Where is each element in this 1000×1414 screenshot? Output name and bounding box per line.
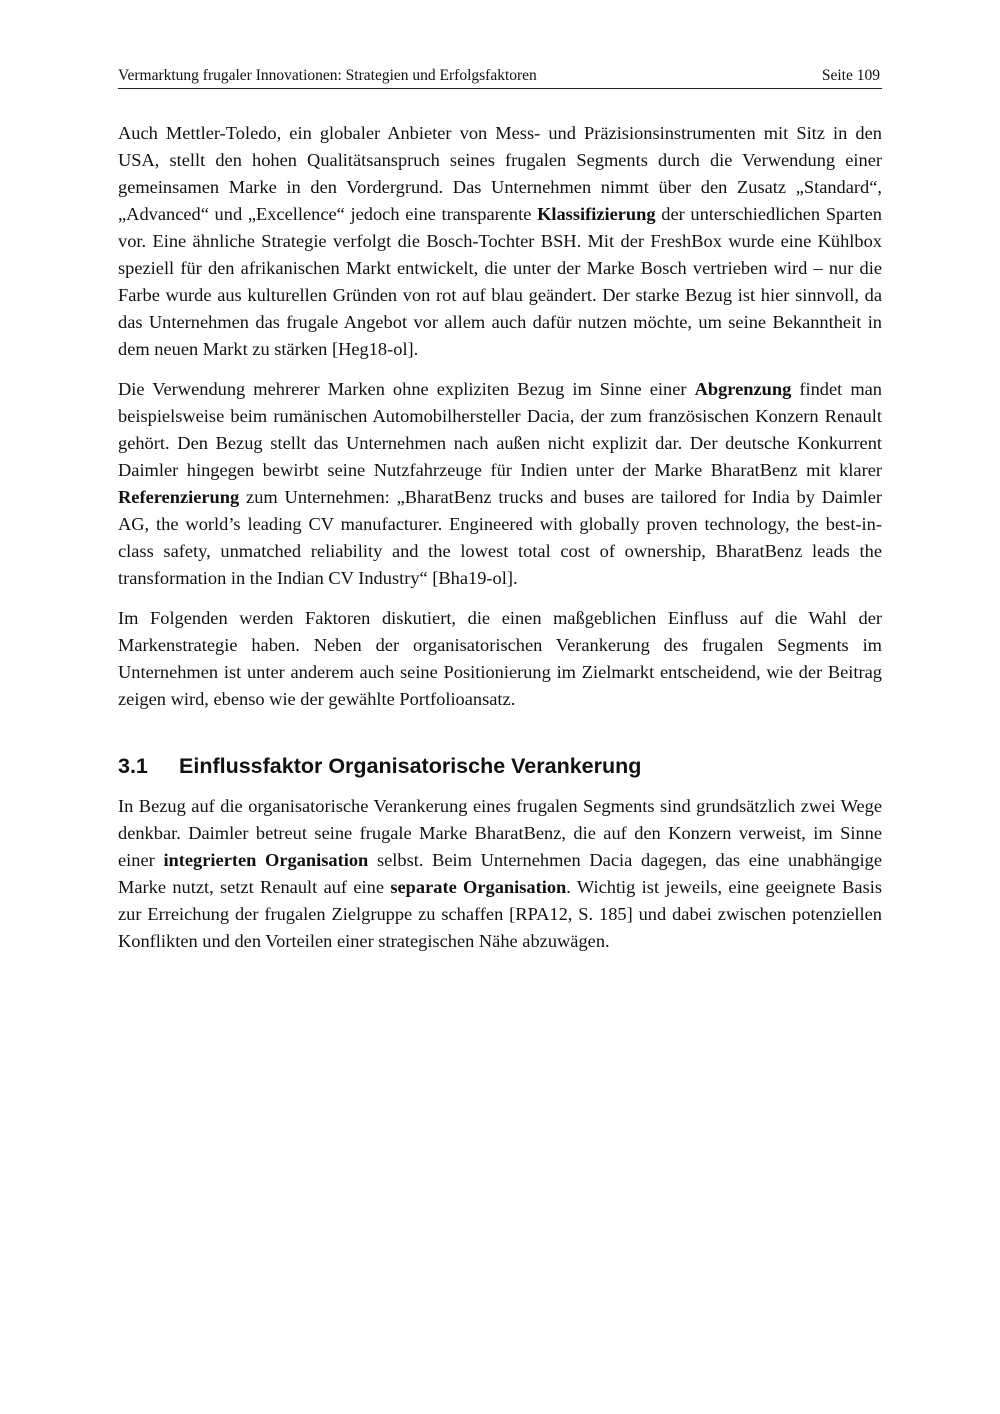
emphasis-term: integrierten Organisation: [163, 850, 369, 870]
paragraph-faktoren: [118, 605, 882, 713]
paragraph-text: Auch Mettler-Toledo, ein globaler Anbieter von Mess- und Präzisionsinstrumenten mit Sitz in den USA, stellt den hohen Qualitätsanspruch seines frugalen Segments durch die Verwendung einer gemeinsamen Marke in den Vordergrund. Das Unternehmen nimmt über den Zusatz „Standard“, „Advanced“ und „Excellence“ jedoch eine transparente: [118, 123, 882, 224]
section-heading: [118, 751, 882, 781]
page-header: [118, 66, 882, 89]
paragraph-text: Im Folgenden werden Faktoren diskutiert, die einen maßgeblichen Einfluss auf die Wahl der Markenstrategie haben. Neben der organisatorischen Verankerung des frugalen Segments im Unternehmen ist unter anderem auch seine Positionierung im Zielmarkt entscheidend, wie der Beitrag zeigen wird, ebenso wie der gewählte Portfolioansatz.: [118, 608, 882, 709]
paragraph-abgrenzung: [118, 376, 882, 592]
paragraph-text: Die Verwendung mehrerer Marken ohne expliziten Bezug im Sinne einer: [118, 379, 695, 399]
paragraph-organisation: [118, 793, 882, 955]
paragraph-text: selbst. Beim Unternehmen Dacia dagegen, das eine unabhängige Marke nutzt, setzt Renault auf eine: [118, 850, 882, 897]
page-body: [118, 120, 882, 968]
page-number: Seite 109: [821, 67, 880, 84]
paragraph-text: findet man beispielsweise beim rumänischen Automobilhersteller Dacia, der zum französischen Konzern Renault gehört. Den Bezug stellt das Unternehmen nach außen nicht explizit dar. Der deutsche Konkurrent Daimler hingegen bewirbt seine Nutzfahrzeuge für Indien unter der Marke BharatBenz mit klarer: [118, 379, 882, 480]
running-title: Vermarktung frugaler Innovationen: Strategien und Erfolgsfaktoren: [118, 67, 537, 84]
paragraph-text: zum Unternehmen: „BharatBenz trucks and buses are tailored for India by Daimler AG, the world’s leading CV manufacturer. Engineered with globally proven technology, the best-in-class safety, unmatched reliability and the lowest total cost of ownership, BharatBenz leads the transformation in the Indian CV Industry“ [Bha19-ol].: [118, 487, 882, 588]
section-number: 3.1: [118, 754, 148, 778]
paragraph-text: In Bezug auf die organisatorische Verankerung eines frugalen Segments sind grundsätzlich zwei Wege denkbar. Daimler betreut seine frugale Marke BharatBenz, die auf den Konzern verweist, im Sinne einer: [118, 796, 882, 870]
paragraph-mettler-toledo: [118, 120, 882, 363]
section-title: Einflussfaktor Organisatorische Verankerung: [179, 754, 642, 778]
emphasis-term: Abgrenzung: [694, 379, 792, 399]
emphasis-term: Referenzierung: [118, 487, 240, 507]
emphasis-term: Klassifizierung: [537, 204, 656, 224]
paragraph-text: . Wichtig ist jeweils, eine geeignete Basis zur Erreichung der frugalen Zielgruppe zu schaffen [RPA12, S. 185] und dabei zwischen potenziellen Konflikten und den Vorteilen einer strategischen Nähe abzuwägen.: [118, 877, 882, 951]
paragraph-text: der unterschiedlichen Sparten vor. Eine ähnliche Strategie verfolgt die Bosch-Tochter BSH. Mit der FreshBox wurde eine Kühlbox speziell für den afrikanischen Markt entwickelt, die unter der Marke Bosch vertrieben wird – nur die Farbe wurde aus kulturellen Gründen von rot auf blau geändert. Der starke Bezug ist hier sinnvoll, da das Unternehmen das frugale Angebot vor allem auch dafür nutzen möchte, um seine Bekanntheit in dem neuen Markt zu stärken [Heg18-ol].: [118, 204, 882, 359]
emphasis-term: separate Organisation: [390, 877, 567, 897]
